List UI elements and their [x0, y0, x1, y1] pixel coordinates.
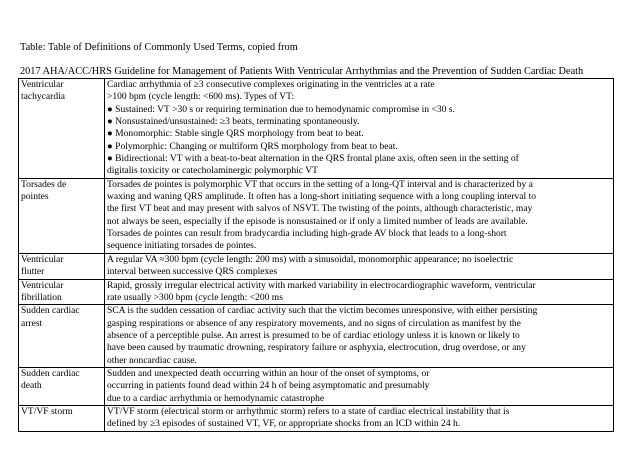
definition-text: SCA is the sudden cessation of cardiac activity such that the victim becomes unresponsive, with either persisting	[107, 305, 538, 317]
definition-cell	[105, 253, 614, 279]
term-cell	[19, 405, 105, 431]
term-text: Ventricular	[21, 79, 64, 90]
definition-text: defined by ≥3 episodes of sustained VT, VF, or appropriate shocks from an ICD within 24 h.	[107, 418, 461, 430]
definition-text: VT/VF storm (electrical storm or arrhythmic storm) refers to a state of cardiac electrical instability that is	[107, 405, 510, 417]
definition-text: occurring in patients found dead within 24 h of being asymptomatic and presumably	[107, 380, 430, 392]
definition-cell	[105, 279, 614, 305]
table-caption-line-2: 2017 AHA/ACC/HRS Guideline for Management of Patients With Ventricular Arrhythmias and the Prevention of Sudden Cardiac Death	[20, 66, 584, 77]
table-row	[19, 279, 614, 305]
definition-text: Sudden and unexpected death occurring within an hour of the onset of symptoms, or	[107, 367, 430, 379]
definition-text: >100 bpm (cycle length: <600 ms). Types of VT:	[107, 91, 295, 103]
definition-text: A regular VA ≈300 bpm (cycle length: 200 ms) with a sinusoidal, monomorphic appearance; no isoelectric	[107, 253, 514, 265]
definitions-table-body	[19, 79, 614, 432]
table-row	[19, 367, 614, 405]
term-text: Sudden cardiac	[21, 305, 80, 317]
definition-text: waxing and waning QRS amplitude. It often has a long-short initiating sequence with a long coupling interval to	[107, 191, 536, 203]
term-text: flutter	[21, 266, 45, 278]
term-cell	[19, 253, 105, 279]
definition-text: sequence initiating torsades de pointes.	[107, 240, 257, 252]
term-text: Ventricular	[21, 253, 64, 265]
term-text: Torsades de	[21, 178, 67, 190]
table-row	[19, 253, 614, 279]
definition-text: other noncardiac cause.	[107, 354, 197, 366]
definition-cell	[105, 405, 614, 431]
term-cell	[19, 279, 105, 305]
definition-text: Torsades de pointes is polymorphic VT that occurs in the setting of a long-QT interval and is characterized by a	[107, 178, 533, 190]
definition-text: the first VT beat and may present with salvos of NSVT. The twisting of the points, although characteristic, may	[107, 203, 533, 215]
definition-text: gasping respirations or absence of any respiratory movements, and no signs of circulation as manifest by the	[107, 317, 521, 329]
table-row	[19, 178, 614, 253]
term-text: VT/VF storm	[21, 405, 73, 417]
definition-text: ● Bidirectional: VT with a beat-to-beat alternation in the QRS frontal plane axis, often seen in the setting of	[107, 153, 519, 165]
definition-text: due to a cardiac arrhythmia or hemodynamic catastrophe	[107, 392, 325, 404]
term-text: pointes	[21, 191, 49, 203]
definition-text: interval between successive QRS complexes	[107, 266, 278, 278]
term-text: Sudden cardiac	[21, 367, 80, 379]
term-text: fibrillation	[21, 291, 62, 303]
term-cell	[19, 79, 105, 179]
term-cell	[19, 305, 105, 368]
term-text: Ventricular	[21, 279, 64, 291]
term-cell	[19, 367, 105, 405]
definitions-table	[18, 78, 614, 432]
definition-text: have been caused by traumatic drowning, respiratory failure or asphyxia, electrocution, drug overdose, or any	[107, 342, 526, 354]
definition-text: digitalis toxicity or catecholaminergic polymorphic VT	[107, 165, 318, 177]
term-text: death	[21, 380, 42, 392]
definition-text: ● Polymorphic: Changing or multiform QRS morphology from beat to beat.	[107, 140, 398, 152]
definition-text: rate usually >300 bpm (cycle length: <200 ms	[107, 291, 283, 303]
definition-text: ● Sustained: VT >30 s or requiring termination due to hemodynamic compromise in <30 s.	[107, 103, 455, 115]
definition-text: Torsades de pointes can result from bradycardia including high-grade AV block that leads to a long-short	[107, 228, 507, 240]
table-row	[19, 79, 614, 179]
definition-text: not always be seen, especially if the episode is nonsustained or if only a limited number of leads are available.	[107, 215, 528, 227]
definition-cell	[105, 178, 614, 253]
definition-cell	[105, 79, 614, 179]
term-text: tachycardia	[21, 91, 65, 103]
definition-text: ● Nonsustained/unsustained: ≥3 beats, terminating spontaneously.	[107, 116, 360, 128]
definition-text: ● Monomorphic: Stable single QRS morphology from beat to beat.	[107, 128, 364, 140]
term-text: arrest	[21, 317, 43, 329]
definition-cell	[105, 305, 614, 368]
definition-text: absence of a perceptible pulse. An arrest is presumed to be of cardiac etiology unless it is known or likely to	[107, 329, 520, 341]
table-caption-line-1: Table: Table of Definitions of Commonly Used Terms, copied from	[20, 42, 298, 53]
table-row	[19, 405, 614, 431]
table-row	[19, 305, 614, 368]
term-cell	[19, 178, 105, 253]
definition-text: Cardiac arrhythmia of ≥3 consecutive complexes originating in the ventricles at a rate	[107, 79, 435, 90]
definition-text: Rapid, grossly irregular electrical activity with marked variability in electrocardiographic waveform, ventricular	[107, 279, 536, 291]
definition-cell	[105, 367, 614, 405]
